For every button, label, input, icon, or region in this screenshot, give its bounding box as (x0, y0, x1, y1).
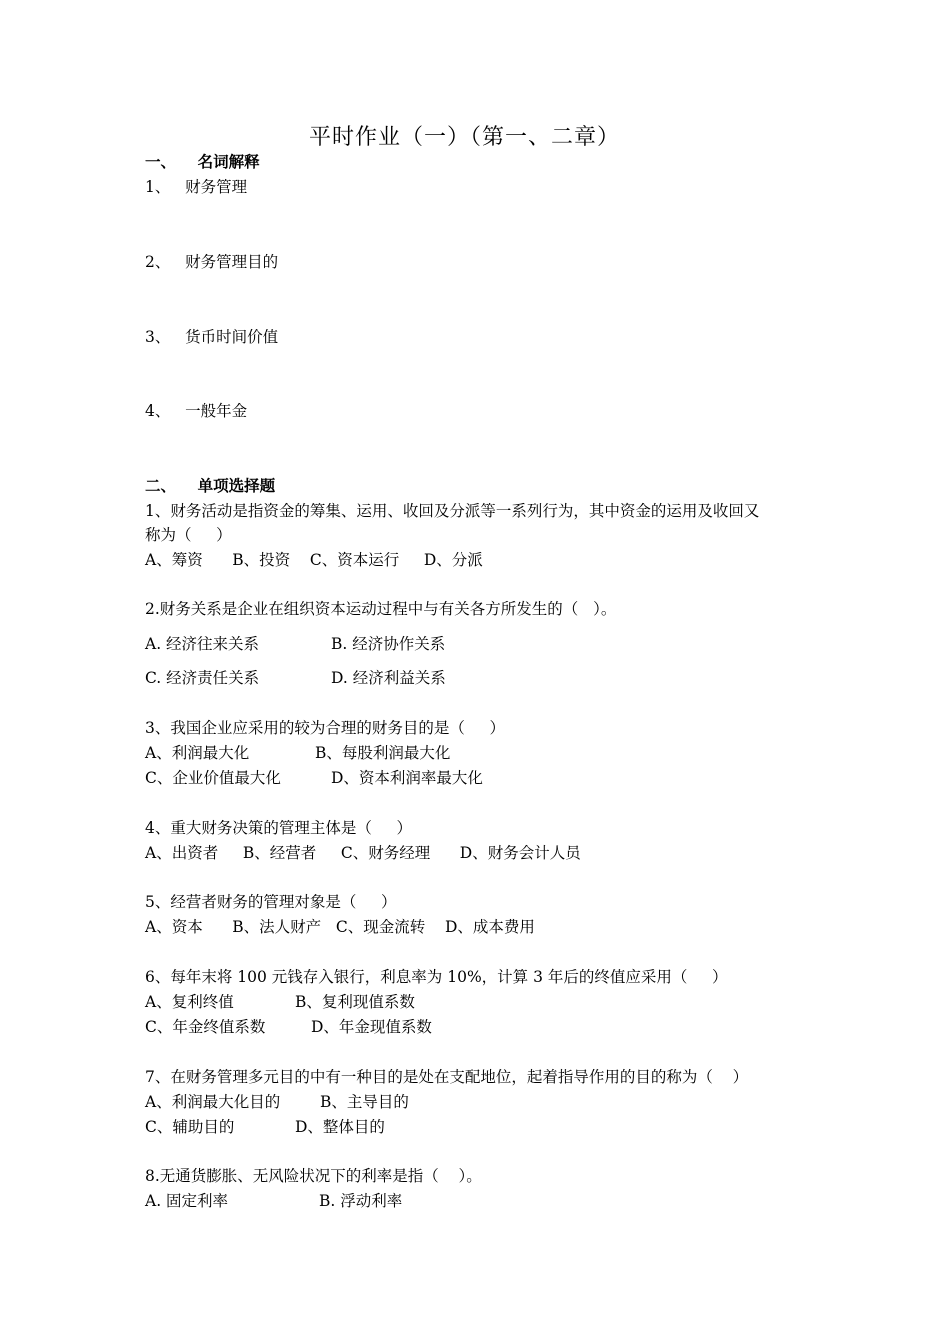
term-item-3: 3、 货币时间价值 (145, 328, 279, 346)
term-item-2: 2、 财务管理目的 (145, 253, 279, 271)
question-8-option-b: B. 浮动利率 (319, 1192, 403, 1210)
question-2-stem: 2.财务关系是企业在组织资本运动过程中与有关各方所发生的（ ）。 (145, 600, 617, 618)
question-4-stem: 4、重大财务决策的管理主体是（ ） (145, 819, 412, 837)
question-2-option-a: A. 经济往来关系 (145, 635, 260, 653)
question-3-stem: 3、我国企业应采用的较为合理的财务目的是（ ） (145, 719, 505, 737)
term-item-1: 1、 财务管理 (145, 178, 248, 196)
question-6-option-a: A、复利终值 (145, 993, 234, 1011)
question-1-options: A、筹资 B、投资 C、资本运行 D、分派 (145, 551, 483, 569)
question-8-option-a: A. 固定利率 (145, 1192, 229, 1210)
section-heading-terms: 一、 名词解释 (145, 152, 260, 171)
question-2-option-d: D. 经济利益关系 (331, 669, 446, 687)
question-6-option-b: B、复利现值系数 (295, 993, 415, 1011)
section-heading-choice: 二、 单项选择题 (145, 476, 276, 495)
term-item-4: 4、 一般年金 (145, 402, 248, 420)
question-4-options: A、出资者 B、经营者 C、财务经理 D、财务会计人员 (145, 844, 581, 862)
question-1-stem-cont: 称为（ ） (145, 526, 232, 544)
question-5-stem: 5、经营者财务的管理对象是（ ） (145, 893, 397, 911)
question-3-option-a: A、利润最大化 (145, 744, 250, 762)
question-2-option-c: C. 经济责任关系 (145, 669, 260, 687)
question-1-stem: 1、财务活动是指资金的筹集、运用、收回及分派等一系列行为，其中资金的运用及收回又 (145, 502, 760, 520)
question-6-option-c: C、年金终值系数 (145, 1018, 266, 1036)
question-2-option-b: B. 经济协作关系 (331, 635, 446, 653)
question-3-option-d: D、资本利润率最大化 (331, 769, 483, 787)
question-7-option-a: A、利润最大化目的 (145, 1093, 281, 1111)
question-7-stem: 7、在财务管理多元目的中有一种目的是处在支配地位，起着指导作用的目的称为（ ） (145, 1068, 749, 1086)
question-3-option-c: C、企业价值最大化 (145, 769, 281, 787)
question-8-stem: 8.无通货膨胀、无风险状况下的利率是指（ ）。 (145, 1167, 482, 1185)
question-7-option-d: D、整体目的 (295, 1118, 385, 1136)
question-7-option-b: B、主导目的 (320, 1093, 409, 1111)
question-7-option-c: C、辅助目的 (145, 1118, 235, 1136)
question-6-option-d: D、年金现值系数 (311, 1018, 432, 1036)
question-6-stem: 6、每年末将 100 元钱存入银行，利息率为 10%，计算 3 年后的终值应采用（ ） (145, 968, 728, 986)
question-5-options: A、资本 B、法人财产 C、现金流转 D、成本费用 (145, 918, 535, 936)
question-3-option-b: B、每股利润最大化 (315, 744, 451, 762)
page-title: 平时作业（一）（第一、二章） (309, 125, 621, 150)
